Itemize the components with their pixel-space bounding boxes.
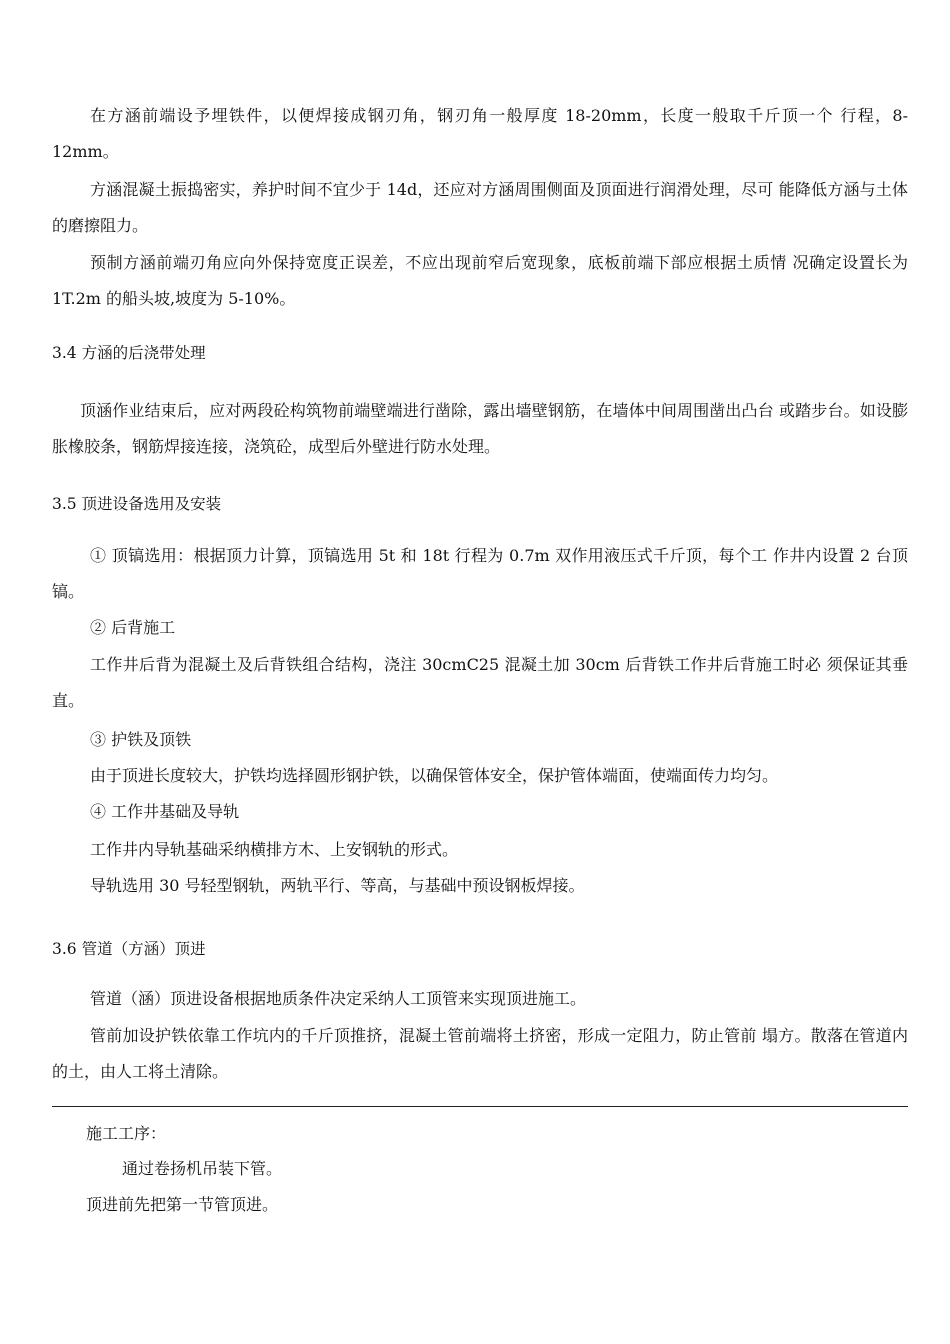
paragraph-jacking-method: 管道（涵）顶进设备根据地质条件决定采纳人工顶管来实现顶进施工。 (90, 989, 587, 1008)
item-guard-iron-title: ③ 护铁及顶铁 (90, 730, 192, 749)
item-backing-body: 工作井后背为混凝土及后背铁组合结构，浇注 30cmC25 混凝土加 30cm 后背铁工作井后背施工时必 须保证其垂直。 (52, 655, 908, 710)
heading-3-4: 3.4 方涵的后浇带处理 (52, 344, 206, 362)
paragraph-blade-angle: 预制方涵前端刃角应向外保持宽度正误差，不应出现前窄后宽现象，底板前端下部应根据土质情 况确定设置长为 1T.2m 的船头坡,坡度为 5-10%。 (52, 253, 908, 308)
item-guard-iron-body: 由于顶进长度较大，护铁均选择圆形钢护铁，以确保管体安全，保护管体端面，使端面传力均匀。 (90, 766, 779, 785)
paragraph-jacking-process: 管前加设护铁依靠工作坑内的千斤顶推挤，混凝土管前端将土挤密，形成一定阻力，防止管前 塌方。散落在管道内的土，由人工将土清除。 (52, 1026, 908, 1081)
procedure-step-2: 顶进前先把第一节管顶进。 (86, 1195, 279, 1214)
procedure-title: 施工工序： (86, 1124, 167, 1143)
item-foundation-body-1: 工作井内导轨基础采纳横排方木、上安钢轨的形式。 (90, 840, 459, 859)
procedure-step-1: 通过卷扬机吊装下管。 (122, 1159, 283, 1178)
paragraph-embedded-iron: 在方涵前端设予埋铁件，以便焊接成钢刃角，钢刃角一般厚度 18-20mm，长度一般取千斤顶一个 行程，8-12mm。 (52, 106, 908, 161)
paragraph-curing: 方涵混凝土振捣密实，养护时间不宜少于 14d，还应对方涵周围侧面及顶面进行润滑处理，尽可 能降低方涵与土体的磨擦阻力。 (52, 180, 908, 235)
item-foundation-body-2: 导轨选用 30 号轻型钢轨，两轨平行、等高，与基础中预设钢板焊接。 (90, 876, 585, 895)
heading-3-5: 3.5 顶进设备选用及安装 (52, 495, 222, 513)
item-foundation-title: ④ 工作井基础及导轨 (90, 802, 240, 821)
heading-3-6: 3.6 管道（方涵）顶进 (52, 940, 206, 958)
item-backing-title: ② 后背施工 (90, 618, 176, 637)
horizontal-divider (52, 1106, 908, 1107)
item-jack-selection: ① 顶镐选用：根据顶力计算，顶镐选用 5t 和 18t 行程为 0.7m 双作用液压式千斤顶，每个工 作井内设置 2 台顶镐。 (52, 546, 908, 601)
paragraph-post-pour: 顶涵作业结束后，应对两段砼构筑物前端壁端进行凿除，露出墙壁钢筋，在墙体中间周围凿出凸台 或踏步台。如设膨胀橡胶条，钢筋焊接连接，浇筑砼，成型后外壁进行防水处理。 (52, 401, 908, 456)
